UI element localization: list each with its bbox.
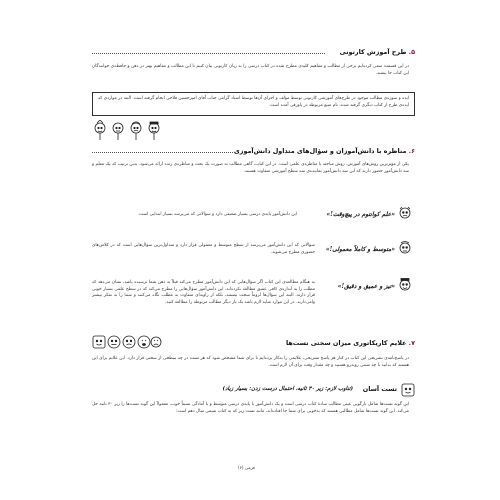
- section6-paragraph: یکی از مؤثرترین روش‌های آموزش، روش مباحثه یا مناظره‌ی علمی است. در این کتاب، گاهی مطالب به صورت یک بحث و مناظره‌ی زنده ارائه می‌شود. بدین ترتیب که یک معلم و سه دانش‌آموز حضور دارند که این سه دانش‌آموز نماینده‌ی سه سطح آموزشی متفاوت هستند.: [92, 162, 409, 174]
- student2-label: «متوسط و کاملاً معمولی!»: [325, 246, 395, 253]
- section5-note-text: ایده و سوژه‌ی مطالب موجود در طرح‌های آموزشی کارتونی توسط مؤلف و اجرای آن‌ها توسط استاد گرامی جناب آقای امیرحسین فلاحی انجام گرفته است. البته در مواردی که ایده‌ی طرح از کتاب دیگری گرفته شده، نام منبع مربوطه در پاورقی آمده است.: [98, 96, 409, 108]
- section5-title: طرح آموزش کارتونی: [339, 48, 407, 56]
- section7-heading: ۷. علایم کاریکاتوری میزان سختی تست‌ها: [285, 339, 415, 347]
- difficulty-icons: [92, 334, 162, 350]
- student3-label: «تیز و عمیق و دقیق!»: [337, 283, 395, 290]
- weak-student-icon: [397, 206, 413, 224]
- cartoon-students-icon: [92, 120, 162, 142]
- student2-text: سؤالاتی که این دانش‌آموز می‌پرسد از سطح متوسط و معمولی قرار دارد و متداول‌ترین سؤال‌هایی است که در کلاس‌های حضوری مطرح می‌شوند.: [92, 243, 315, 255]
- section7-paragraph: در پاسخ‌نامه‌ی تشریحی این کتاب در کنار هر پاسخ تشریحی، علایمی را به‌کار برده‌ایم تا برای شما مشخص شود که هر تست در چه سطحی از سختی قرار دارد. این علایم برای این هستند که بدانید با چه تستی روبه‌رو هستید و چه مقدار وقت برای آن لازم است.: [92, 356, 409, 368]
- easy-test-title: تست آسان: [362, 385, 397, 393]
- section6-title: مناظره با دانش‌آموزان و سؤال‌های متداول دانش‌آموزی: [233, 147, 407, 155]
- student3-text: به هنگام مطالعه‌ی این کتاب اگر سؤال‌هایی که این دانش‌آموز مطرح می‌کند قبلاً به ذهن شما نرسیده باشد، نشان می‌دهد که مطلب را به اندازه‌ی کافی عمیق مطالعه نکرده‌اید. این دانش‌آموز سؤال‌هایی را مطرح می‌کند که در سطح علمی بسیار خوبی قرار دارند. البته این سؤال‌ها لزوماً سخت نیستند، بلکه از زاویه‌ای متفاوت به مطلب نگاه می‌کنند و شما را به تفکر بیشتر وامی‌دارند. در این موارد شاید لازم باشد یک بار دیگر مطالب مربوطه را مطالعه کنید.: [92, 280, 315, 305]
- easy-test-icon: [401, 383, 415, 397]
- section5-divider: [92, 53, 325, 54]
- student1-text: این دانش‌آموز پایه‌ی درسی بسیار ضعیفی دارد و سؤالاتی که می‌پرسد بسیار ابتدایی است.: [137, 212, 297, 217]
- section5-paragraph: در این قسمت سعی کرده‌ایم برخی از مطالب و مفاهیم کلیدی مطرح شده در کتاب درسی را به زبان کارتونی بیان کنیم تا این مطالب و مفاهیم بهتر در ذهن و حافظه‌ی خوانندگان این کتاب جا بیفتند.: [92, 64, 409, 76]
- page: [92, 40, 415, 472]
- section5-heading: ۵. طرح آموزش کارتونی: [339, 48, 415, 56]
- easy-test-label: (تناوب لازم: زیر ۳۰ ثانیه، احتمال درست زدن: بسیار زیاد): [222, 386, 353, 392]
- section5-note-box: [92, 92, 415, 116]
- smart-student-icon: [397, 278, 413, 296]
- easy-test-text: این گونه تست‌ها شامل بازگویی عینی مطالب سادهٔ کتاب درسی است و یک دانش‌آموز با پایه‌ی درسی متوسط و با آمادگی نسبتاً خوب، معمولاً این گونه تست‌ها را زیر ۳۰ ثانیه حل می‌کند. این گونه تست‌ها شامل مطالبی هستند که به‌خوبی برای شما جا افتاده‌اند، مانند تست زیر که به کتاب شیمی سال دهم است:: [92, 402, 409, 414]
- average-student-icon: [397, 241, 413, 259]
- section7-title: علایم کاریکاتوری میزان سختی تست‌ها: [285, 339, 407, 347]
- section6-divider: [92, 152, 235, 153]
- student1-label: «علم کوانتوم در پیچ‌وقت!»: [326, 211, 395, 218]
- section6-heading: ۶. مناظره با دانش‌آموزان و سؤال‌های متداول دانش‌آموزی: [233, 147, 415, 155]
- page-footer: فرمی (۶): [238, 465, 255, 470]
